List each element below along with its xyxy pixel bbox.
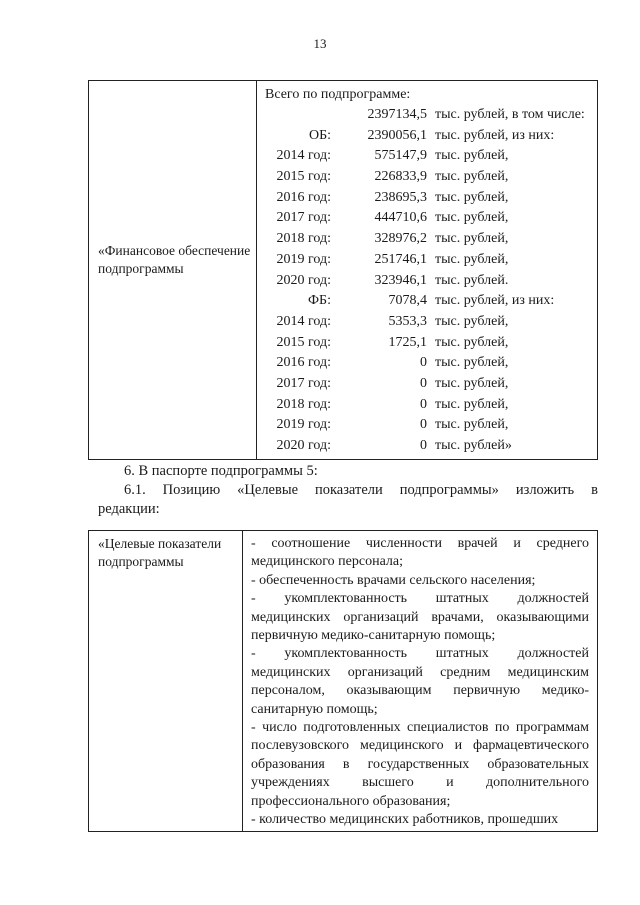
financing-row-label: 2015 год: bbox=[276, 334, 331, 350]
financing-row-label: 2015 год: bbox=[276, 169, 331, 185]
paragraph-6-1 bbox=[98, 481, 598, 519]
financing-row bbox=[263, 208, 597, 229]
financing-row-value: 7078,4 bbox=[388, 293, 427, 309]
financing-values-cell bbox=[257, 81, 598, 460]
financing-row-unit: тыс. рублей, bbox=[435, 334, 509, 350]
financing-row-label: 2020 год: bbox=[276, 272, 331, 288]
financing-row-label: 2020 год: bbox=[276, 438, 331, 453]
paragraph-6-1-word: изложить bbox=[515, 482, 575, 498]
financing-row bbox=[263, 229, 597, 250]
financing-row-unit: тыс. рублей, из них: bbox=[435, 293, 555, 309]
financing-row bbox=[263, 312, 597, 333]
financing-row-value: 1725,1 bbox=[388, 334, 427, 350]
financing-row-label: ФБ: bbox=[308, 293, 331, 309]
paragraph-6-1-word: Позицию bbox=[162, 482, 221, 498]
financing-label: «Финансовое обеспечение подпрограммы bbox=[98, 242, 251, 276]
financing-row-label: 2019 год: bbox=[276, 417, 331, 433]
financing-row-unit: тыс. рублей» bbox=[435, 438, 512, 453]
financing-row-value: 444710,6 bbox=[374, 210, 427, 226]
financing-row-unit: тыс. рублей, bbox=[435, 210, 509, 226]
financing-row bbox=[263, 353, 597, 374]
indicator-item: - число подготовленных специалистов по программам послевузовского медицинского и фармацевтического образования в государственных образовательных учреждениях высшего и дополнительного профессионального образования; bbox=[251, 720, 589, 809]
financing-row-unit: тыс. рублей, bbox=[435, 355, 509, 371]
financing-row-value: 0 bbox=[420, 355, 427, 371]
financing-rows bbox=[263, 105, 597, 457]
paragraph-6-1-word: показатели bbox=[314, 482, 383, 498]
financing-row-label: 2019 год: bbox=[276, 251, 331, 267]
indicator-item: - обеспеченность врачами сельского населения; bbox=[251, 572, 536, 588]
paragraph-6-1-word: в bbox=[591, 482, 598, 498]
financing-row-unit: тыс. рублей, bbox=[435, 169, 509, 185]
indicators-list-cell bbox=[243, 531, 598, 832]
financing-row-value: 323946,1 bbox=[374, 272, 427, 288]
financing-row-value: 251746,1 bbox=[374, 251, 427, 267]
financing-row-value: 0 bbox=[420, 438, 427, 453]
indicator-item: - укомплектованность штатных должностей медицинских организаций средним медицинским персоналом, оказывающим первичную медико-санитарную помощь; bbox=[251, 646, 589, 717]
financing-row bbox=[263, 271, 597, 292]
financing-row bbox=[263, 167, 597, 188]
financing-row bbox=[263, 188, 597, 209]
financing-row-unit: тыс. рублей, bbox=[435, 148, 509, 164]
financing-row bbox=[263, 374, 597, 395]
financing-row-unit: тыс. рублей, из них: bbox=[435, 127, 555, 143]
financing-row bbox=[263, 126, 597, 147]
paragraph-6-1-first-line bbox=[98, 481, 598, 500]
financing-row bbox=[263, 146, 597, 167]
financing-row-value: 238695,3 bbox=[374, 189, 427, 205]
financing-row-label: ОБ: bbox=[308, 127, 331, 143]
financing-row bbox=[263, 250, 597, 271]
financing-row-unit: тыс. рублей, bbox=[435, 313, 509, 329]
financing-row-value: 0 bbox=[420, 375, 427, 391]
indicator-item: - соотношение численности врачей и среднего медицинского персонала; bbox=[251, 536, 589, 570]
financing-row-unit: тыс. рублей, bbox=[435, 417, 509, 433]
financing-row-value: 0 bbox=[420, 417, 427, 433]
financing-row bbox=[263, 436, 597, 457]
financing-row-unit: тыс. рублей, bbox=[435, 231, 509, 247]
paragraph-6-1-word: 6.1. bbox=[124, 482, 146, 498]
indicators-label-cell bbox=[89, 531, 243, 832]
financing-row bbox=[263, 105, 597, 126]
financing-row-value: 0 bbox=[420, 396, 427, 412]
financing-row-unit: тыс. рублей, в том числе: bbox=[435, 107, 585, 122]
financing-row-value: 5353,3 bbox=[388, 313, 427, 329]
financing-row-unit: тыс. рублей, bbox=[435, 396, 509, 412]
financing-row-label: 2017 год: bbox=[276, 375, 331, 391]
indicators-table bbox=[88, 530, 598, 832]
paragraph-6-1-continuation: редакции: bbox=[98, 501, 160, 517]
financing-row-label: 2016 год: bbox=[276, 189, 331, 205]
financing-row-label: 2018 год: bbox=[276, 396, 331, 412]
financing-row-unit: тыс. рублей, bbox=[435, 375, 509, 391]
paragraph-6: 6. В паспорте подпрограммы 5: bbox=[124, 463, 318, 479]
financing-row-label: 2016 год: bbox=[276, 355, 331, 371]
indicators-label: «Целевые показатели подпрограммы bbox=[98, 536, 222, 569]
financing-row bbox=[263, 395, 597, 416]
financing-row-label: 2018 год: bbox=[276, 231, 331, 247]
financing-row-value: 2397134,5 bbox=[367, 107, 427, 122]
financing-row-unit: тыс. рублей. bbox=[435, 272, 509, 288]
financing-row-label bbox=[263, 105, 331, 126]
financing-row-label: 2014 год: bbox=[276, 148, 331, 164]
financing-header: Всего по подпрограмме: bbox=[265, 87, 411, 102]
paragraph-6-1-word: подпрограммы» bbox=[399, 482, 499, 498]
financing-row-label: 2017 год: bbox=[276, 210, 331, 226]
financing-row-value: 575147,9 bbox=[374, 148, 427, 164]
financing-row bbox=[263, 333, 597, 354]
financing-label-cell bbox=[89, 81, 257, 460]
financing-row bbox=[263, 291, 597, 312]
financing-row-value: 2390056,1 bbox=[367, 127, 427, 143]
indicator-item: - укомплектованность штатных должностей медицинских организаций врачами, оказывающими первичную медико-санитарную помощь; bbox=[251, 591, 589, 644]
financing-row-unit: тыс. рублей, bbox=[435, 251, 509, 267]
financing-row-unit: тыс. рублей, bbox=[435, 189, 509, 205]
paragraph-6-1-word: «Целевые bbox=[237, 482, 299, 498]
indicator-item: - количество медицинских работников, прошедших bbox=[251, 812, 559, 828]
page-number: 13 bbox=[313, 36, 327, 51]
financing-row bbox=[263, 415, 597, 436]
financing-row-label: 2014 год: bbox=[276, 313, 331, 329]
financing-row-value: 226833,9 bbox=[374, 169, 427, 185]
financing-table bbox=[88, 80, 598, 460]
financing-row-value: 328976,2 bbox=[374, 231, 427, 247]
